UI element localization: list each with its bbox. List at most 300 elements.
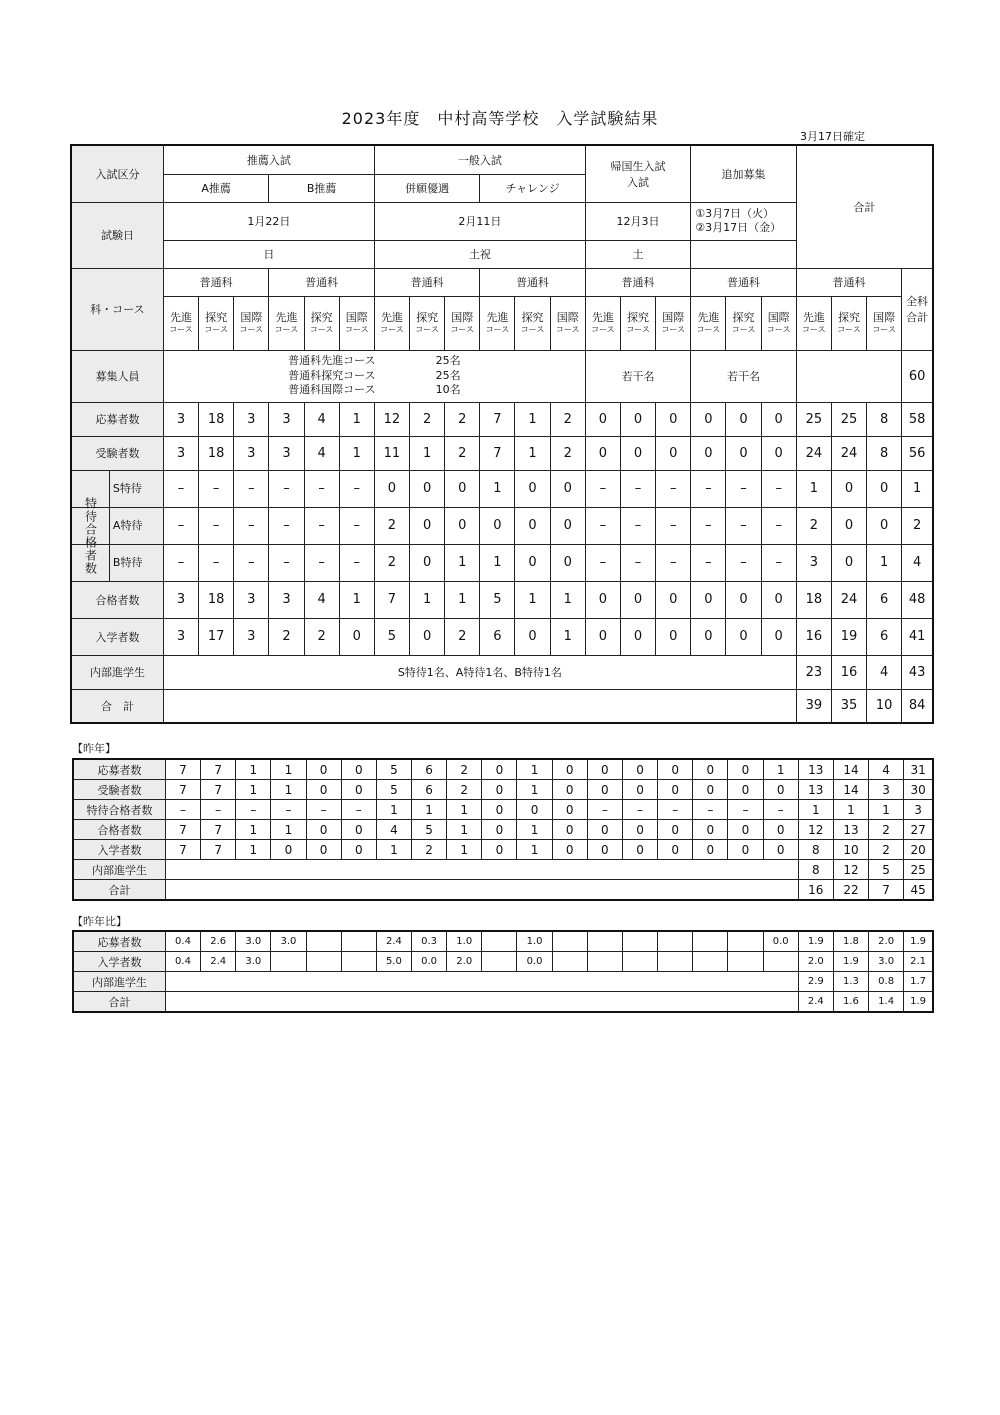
data-cell: 0	[691, 402, 726, 436]
data-cell: –	[199, 507, 234, 544]
data-cell	[552, 931, 587, 952]
prev-year-table	[72, 758, 934, 901]
data-cell: –	[656, 470, 691, 507]
data-cell: 0.0	[763, 931, 798, 952]
data-cell: 0	[482, 759, 517, 780]
data-cell: 0	[761, 402, 796, 436]
course-name: 国際	[451, 311, 474, 325]
course-name: 国際	[873, 311, 896, 325]
data-cell: 0	[691, 436, 726, 470]
data-cell: 18	[796, 581, 831, 618]
data-cell: 1	[339, 581, 374, 618]
data-cell: 2	[412, 840, 447, 860]
data-cell: 0	[763, 840, 798, 860]
data-cell: 1	[376, 800, 411, 820]
data-cell: 3	[234, 618, 269, 655]
data-cell: 0	[480, 507, 515, 544]
data-cell: 4	[867, 655, 902, 689]
data-cell: –	[658, 800, 693, 820]
data-cell: –	[620, 507, 655, 544]
data-cell: 16	[798, 880, 833, 901]
table-row	[73, 759, 933, 780]
data-cell: 14	[833, 759, 868, 780]
course-sub: コース	[872, 324, 896, 334]
dept-header: 普通科	[480, 268, 585, 296]
data-cell: 7	[201, 759, 236, 780]
data-cell: 3	[163, 436, 198, 470]
data-cell	[482, 931, 517, 952]
data-cell: 27	[904, 820, 933, 840]
day-ippan: 土祝	[374, 240, 585, 268]
data-cell: 1	[447, 820, 482, 840]
data-cell: 0.4	[165, 952, 200, 972]
data-cell: 13	[833, 820, 868, 840]
data-cell: 1	[517, 840, 552, 860]
table-row	[73, 840, 933, 860]
data-cell: 3	[269, 436, 304, 470]
data-cell: 0	[761, 618, 796, 655]
data-cell: 0.4	[165, 931, 200, 952]
course-header	[656, 296, 691, 350]
data-cell: 0	[656, 581, 691, 618]
date-kikoku: 12月3日	[585, 202, 691, 240]
data-cell: 1.0	[517, 931, 552, 952]
data-cell: 5	[374, 618, 409, 655]
table-row	[73, 880, 933, 901]
course-name: 先進	[275, 311, 298, 325]
data-cell: 18	[199, 402, 234, 436]
course-sub: コース	[309, 324, 334, 334]
data-cell: 3	[869, 780, 904, 800]
data-cell: 1	[517, 780, 552, 800]
data-cell: 3.0	[236, 952, 271, 972]
data-cell: 8	[867, 402, 902, 436]
course-name: 先進	[591, 311, 614, 325]
data-cell: 0	[306, 840, 341, 860]
data-cell: 0	[550, 507, 585, 544]
data-cell: 0	[552, 840, 587, 860]
data-cell: 0	[374, 470, 409, 507]
data-cell: 0	[691, 581, 726, 618]
dept-header: 普通科	[163, 268, 268, 296]
data-cell: 30	[904, 780, 933, 800]
data-cell: 0	[728, 759, 763, 780]
data-cell: –	[234, 507, 269, 544]
data-cell: 0	[763, 780, 798, 800]
course-header	[726, 296, 761, 350]
data-cell	[587, 952, 622, 972]
data-cell: –	[269, 544, 304, 581]
course-header	[374, 296, 409, 350]
data-cell: 1.8	[833, 931, 868, 952]
data-cell	[728, 952, 763, 972]
boshu-num-2: 25名	[435, 368, 461, 382]
data-cell: 0	[691, 618, 726, 655]
data-cell: 5	[376, 759, 411, 780]
data-cell: 0	[552, 759, 587, 780]
data-cell: 0	[515, 507, 550, 544]
data-cell: 1	[236, 759, 271, 780]
data-cell: 1.9	[904, 992, 933, 1013]
data-cell: 2	[796, 507, 831, 544]
data-cell: –	[201, 800, 236, 820]
course-header	[234, 296, 269, 350]
data-cell: 1	[869, 800, 904, 820]
data-cell: –	[269, 470, 304, 507]
table-row	[71, 402, 933, 436]
data-cell: 0	[482, 820, 517, 840]
data-cell: 0	[515, 618, 550, 655]
data-cell: –	[622, 800, 657, 820]
data-cell: 3	[163, 618, 198, 655]
data-cell: –	[691, 544, 726, 581]
row-label: 合計	[73, 992, 165, 1013]
data-cell	[763, 952, 798, 972]
data-cell: 1.3	[833, 972, 868, 992]
data-cell: 0	[587, 840, 622, 860]
data-cell: 25	[796, 402, 831, 436]
data-cell: 0	[341, 840, 376, 860]
course-header	[445, 296, 480, 350]
data-cell: –	[761, 470, 796, 507]
data-cell: 7	[480, 402, 515, 436]
data-cell: 35	[831, 689, 866, 723]
data-cell: 0	[726, 581, 761, 618]
course-sub: コース	[626, 324, 650, 334]
page-title: 2023年度 中村高等学校 入学試験結果	[341, 109, 659, 128]
data-cell: –	[585, 470, 620, 507]
data-cell: 2	[445, 618, 480, 655]
data-cell: 24	[796, 436, 831, 470]
data-cell: 0	[622, 759, 657, 780]
table-row	[71, 544, 933, 581]
data-cell: –	[341, 800, 376, 820]
data-cell: –	[304, 470, 339, 507]
data-cell	[482, 952, 517, 972]
data-cell: 0	[658, 759, 693, 780]
data-cell: 0	[693, 759, 728, 780]
data-cell: 0	[622, 820, 657, 840]
data-cell: 12	[798, 820, 833, 840]
blank-cell	[165, 992, 798, 1013]
data-cell: 0	[587, 820, 622, 840]
row-label: 特待合格者数	[73, 800, 165, 820]
data-cell: 3	[163, 581, 198, 618]
boshu-line-2: 普通科探究コース	[288, 368, 376, 382]
data-cell: 8	[798, 860, 833, 880]
data-cell: 1	[236, 780, 271, 800]
boshu-line-3: 普通科国際コース	[288, 383, 376, 397]
table-row	[71, 470, 933, 507]
course-header	[796, 296, 831, 350]
data-cell: 0	[656, 618, 691, 655]
row-label: 内部進学生	[71, 655, 163, 689]
data-cell	[341, 952, 376, 972]
data-cell: 11	[374, 436, 409, 470]
table-row	[73, 992, 933, 1013]
data-cell: 0	[585, 618, 620, 655]
row-label: 応募者数	[73, 931, 165, 952]
data-cell: 3	[269, 581, 304, 618]
data-cell: –	[761, 507, 796, 544]
tokutai-sub-text: B特待	[109, 545, 163, 581]
data-cell: 3.0	[271, 931, 306, 952]
course-header	[831, 296, 866, 350]
data-cell: 1.9	[904, 931, 933, 952]
data-cell: 0	[585, 402, 620, 436]
data-cell: 0	[726, 402, 761, 436]
row-label: 受験者数	[73, 780, 165, 800]
row-label: 受験者数	[71, 436, 163, 470]
data-cell: 1	[763, 759, 798, 780]
data-cell: 0	[622, 780, 657, 800]
data-cell: 0	[658, 780, 693, 800]
data-cell: 2	[869, 840, 904, 860]
data-cell: 0	[271, 840, 306, 860]
course-header	[867, 296, 902, 350]
table-row	[73, 860, 933, 880]
course-label: 科・コース	[71, 268, 163, 350]
table-row	[73, 800, 933, 820]
data-cell: 8	[867, 436, 902, 470]
data-cell: 1	[339, 436, 374, 470]
data-cell: 1	[517, 820, 552, 840]
row-label: 合 計	[71, 689, 163, 723]
data-cell: 1.7	[904, 972, 933, 992]
suisen-a-header: A推薦	[163, 174, 268, 202]
data-cell: 0	[410, 507, 445, 544]
data-cell	[306, 931, 341, 952]
data-cell: –	[304, 507, 339, 544]
data-cell: –	[763, 800, 798, 820]
dept-header: 普通科	[374, 268, 479, 296]
course-sub: コース	[239, 324, 264, 334]
data-cell: 1	[447, 840, 482, 860]
data-cell	[306, 952, 341, 972]
course-name: 先進	[380, 311, 403, 325]
data-cell: 2	[902, 507, 933, 544]
course-sub: コース	[380, 324, 404, 334]
course-sub: コース	[485, 324, 510, 334]
data-cell: 7	[165, 759, 200, 780]
data-cell: 48	[902, 581, 933, 618]
table-row	[73, 820, 933, 840]
data-cell: 0	[728, 840, 763, 860]
data-cell: 10	[833, 840, 868, 860]
data-cell: 0	[585, 436, 620, 470]
data-cell: 58	[902, 402, 933, 436]
course-header	[304, 296, 339, 350]
data-cell: 1	[550, 581, 585, 618]
ratio-label: 【昨年比】	[72, 915, 127, 928]
data-cell: 1	[517, 759, 552, 780]
course-sub: コース	[204, 324, 228, 334]
data-cell: 7	[201, 820, 236, 840]
course-name: 国際	[345, 311, 368, 325]
suisen-b-header: B推薦	[269, 174, 374, 202]
table-row	[71, 581, 933, 618]
boshu-kikoku: 若干名	[585, 350, 691, 402]
data-cell: 23	[796, 655, 831, 689]
data-cell	[693, 952, 728, 972]
course-name: 探究	[416, 311, 439, 325]
data-cell: 0	[726, 436, 761, 470]
data-cell: 0	[410, 544, 445, 581]
data-cell: 2.4	[376, 931, 411, 952]
data-cell: 0	[410, 618, 445, 655]
prev-label: 【昨年】	[72, 742, 116, 755]
data-cell	[728, 931, 763, 952]
data-cell: 1.9	[798, 931, 833, 952]
data-cell: 3.0	[236, 931, 271, 952]
day-kikoku: 土	[585, 240, 691, 268]
data-cell: –	[339, 470, 374, 507]
data-cell: 0	[693, 840, 728, 860]
data-cell: 1	[480, 470, 515, 507]
data-cell: –	[728, 800, 763, 820]
row-label: 入学者数	[73, 952, 165, 972]
data-cell: 3	[269, 402, 304, 436]
data-cell: 2	[550, 436, 585, 470]
table-row	[73, 931, 933, 952]
row-label: 応募者数	[73, 759, 165, 780]
data-cell: –	[199, 544, 234, 581]
data-cell: 0	[656, 436, 691, 470]
data-cell: –	[271, 800, 306, 820]
data-cell: 7	[374, 581, 409, 618]
ratio-table	[72, 930, 934, 1013]
table-row	[73, 952, 933, 972]
data-cell: –	[620, 544, 655, 581]
data-cell: 0	[445, 507, 480, 544]
row-label: 内部進学生	[73, 860, 165, 880]
table-row	[71, 689, 933, 723]
data-cell: 6	[480, 618, 515, 655]
data-cell: 1	[412, 800, 447, 820]
data-cell	[552, 952, 587, 972]
data-cell: 0	[728, 820, 763, 840]
data-cell: 2	[304, 618, 339, 655]
data-cell: 7	[869, 880, 904, 901]
data-cell: 18	[199, 581, 234, 618]
data-cell: –	[163, 470, 198, 507]
course-sub: コース	[344, 324, 369, 334]
data-cell: 3	[796, 544, 831, 581]
data-cell: 2.4	[201, 952, 236, 972]
course-header	[620, 296, 655, 350]
data-cell: –	[585, 544, 620, 581]
course-name: 国際	[240, 311, 263, 325]
data-cell: 39	[796, 689, 831, 723]
data-cell: 2	[374, 544, 409, 581]
exam-type-label: 入試区分	[71, 145, 163, 202]
course-sub: コース	[837, 324, 861, 334]
data-cell: 0	[482, 780, 517, 800]
data-cell: 0	[620, 618, 655, 655]
data-cell: –	[339, 544, 374, 581]
data-cell: 0	[550, 544, 585, 581]
total-header: 合計	[796, 145, 933, 268]
data-cell: 12	[374, 402, 409, 436]
data-cell: 6	[867, 581, 902, 618]
tokutai-sub-text: A特待	[109, 508, 163, 544]
data-cell: 0.8	[869, 972, 904, 992]
data-cell: 0	[306, 759, 341, 780]
data-cell: 4	[376, 820, 411, 840]
data-cell: 13	[798, 780, 833, 800]
course-name: 探究	[205, 311, 228, 325]
data-cell: 1	[798, 800, 833, 820]
data-cell: 0	[620, 436, 655, 470]
data-cell: 2	[869, 820, 904, 840]
data-cell: 1	[480, 544, 515, 581]
data-cell: 1	[515, 581, 550, 618]
data-cell: 56	[902, 436, 933, 470]
data-cell: 2	[445, 402, 480, 436]
data-cell: 0	[656, 402, 691, 436]
data-cell: 2.0	[447, 952, 482, 972]
data-cell: 3	[904, 800, 933, 820]
table-row	[73, 972, 933, 992]
data-cell: 16	[831, 655, 866, 689]
data-cell: 24	[831, 436, 866, 470]
data-cell: 6	[867, 618, 902, 655]
data-cell: 0	[761, 436, 796, 470]
course-header	[199, 296, 234, 350]
course-sub: コース	[661, 324, 685, 334]
data-cell: 0	[622, 840, 657, 860]
confirmed-date: 3月17日確定	[800, 130, 865, 143]
blank-cell	[165, 972, 798, 992]
data-cell: –	[726, 544, 761, 581]
data-cell: 4	[902, 544, 933, 581]
suisen-header: 推薦入試	[163, 145, 374, 174]
course-header	[480, 296, 515, 350]
data-cell: 3	[234, 436, 269, 470]
tokutai-sub-text: S特待	[109, 471, 163, 507]
date-ippan: 2月11日	[374, 202, 585, 240]
course-header	[410, 296, 445, 350]
data-cell: –	[585, 507, 620, 544]
blank-cell	[165, 860, 798, 880]
boshu-num-3: 10名	[435, 383, 461, 397]
course-name: 先進	[697, 311, 720, 325]
data-cell: 7	[201, 780, 236, 800]
data-cell: 2	[269, 618, 304, 655]
data-cell: 2.0	[869, 931, 904, 952]
table-row	[71, 436, 933, 470]
data-cell: 1	[271, 780, 306, 800]
date-label: 試験日	[71, 202, 163, 268]
data-cell: 3	[234, 581, 269, 618]
data-cell: 2	[374, 507, 409, 544]
data-cell: 2	[447, 780, 482, 800]
row-label: 合格者数	[71, 581, 163, 618]
data-cell	[622, 952, 657, 972]
data-cell: 2.1	[904, 952, 933, 972]
data-cell: 0	[550, 470, 585, 507]
blank-cell	[165, 880, 798, 901]
data-cell: –	[234, 544, 269, 581]
day-tsuika	[691, 240, 796, 268]
data-cell: 84	[902, 689, 933, 723]
data-cell: 8	[798, 840, 833, 860]
data-cell: 2.4	[798, 992, 833, 1013]
data-cell: 0.0	[412, 952, 447, 972]
data-cell: 0	[658, 820, 693, 840]
data-cell: 0	[410, 470, 445, 507]
boshu-blank	[796, 350, 901, 402]
